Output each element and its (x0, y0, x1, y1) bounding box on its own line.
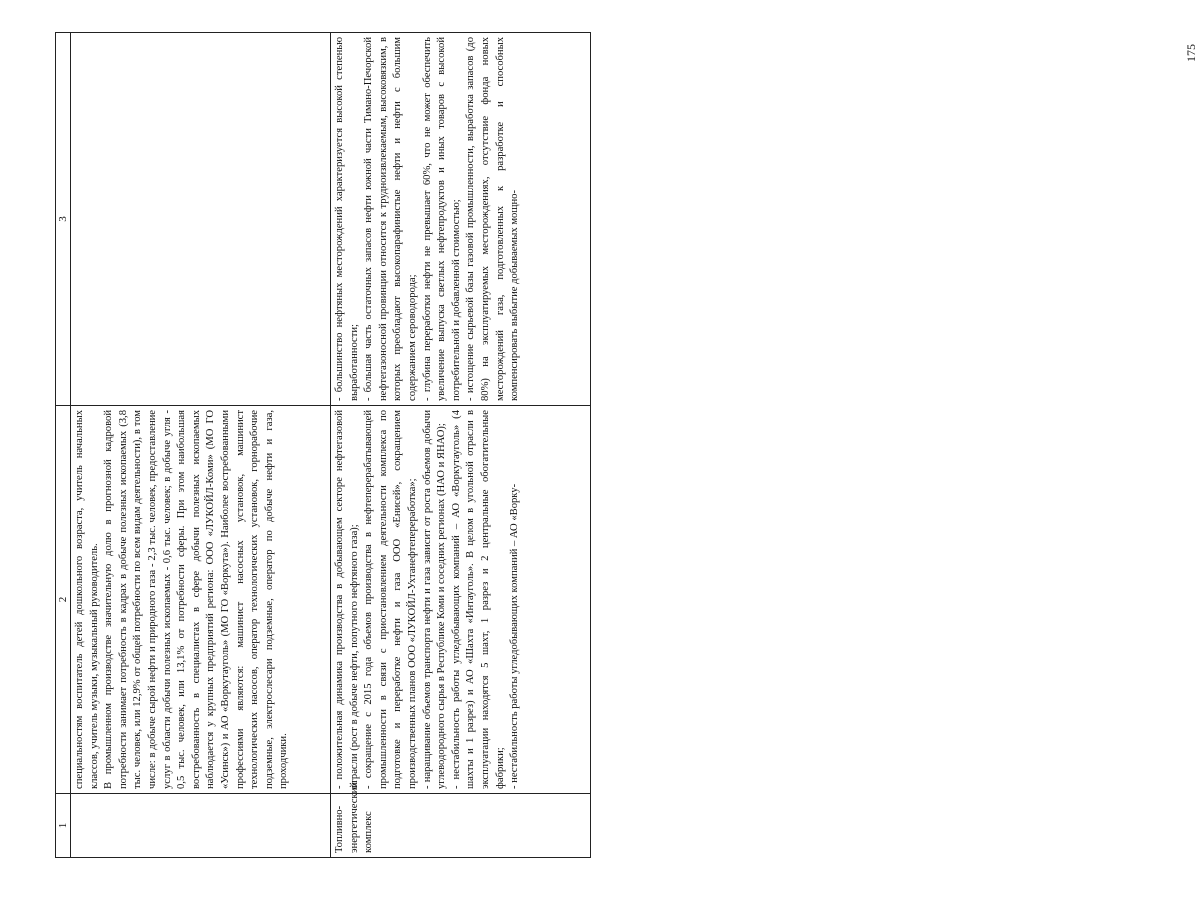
rotated-table-container (55, 33, 580, 858)
list-item: - нестабильность работы угледобывающих компаний – АО «Ворку- (509, 483, 521, 789)
list-item: - нестабильность работы угледобывающих компаний – АО «Воркутауголь» (4 шахты и 1 разрез) и АО «Шахта «Интауголь». В целом в угольной отрасли в эксплуатации находятся 5 шахт, 1 разрез и 2 центральные обогатительные фабрики; (450, 410, 506, 789)
table-row (331, 33, 591, 858)
list-item: - наращивание объемов транспорта нефти и газа зависит от роста объемов добычи углеводородного сырья в Республике Коми и соседних регионах (НАО и ЯНАО); (421, 410, 448, 789)
problems-cell (331, 33, 591, 406)
paragraph: специальностям воспитатель детей дошкольного возраста, учитель начальных классов, учитель музыки, музыкальный руководитель. (74, 410, 100, 789)
column-header: 1 (56, 794, 71, 858)
document-table (55, 32, 591, 858)
page-number: 175 (1184, 44, 1198, 62)
list-item: - большинство нефтяных месторождений характеризуется высокой степенью выработанности; (334, 37, 360, 401)
column-header: 3 (56, 33, 71, 406)
list-item: - глубина переработки нефти не превышает 60%, что не может обеспечить увеличение выпуска светлых нефтепродуктов и иных товаров с высокой потребительной и добавленной стоимостью; (421, 37, 462, 401)
list-item: - сокращение с 2015 года объемов производства в нефтеперерабатывающей промышленности в связи с приостановлением деятельности комплекса по подготовке и переработке нефти и газа ООО «Енисей», сокращением производственных планов ООО «ЛУКОЙЛ-Ухтанефтепереработка»; (363, 410, 418, 789)
sector-cell: Топливно-энергетический комплекс (331, 794, 591, 858)
factors-cell (71, 406, 331, 794)
list-item: - положительная динамика производства в добывающем секторе нефтегазовой отрасли (рост в добыче нефти, попутного нефтяного газа); (334, 410, 360, 789)
table-row (71, 33, 331, 858)
column-header: 2 (56, 406, 71, 794)
table-header-row (56, 33, 71, 858)
problems-cell (71, 33, 331, 406)
sector-cell (71, 794, 331, 858)
list-item: - большая часть остаточных запасов нефти южной части Тимано-Печорской нефтегазоносной провинции относится к трудноизвлекаемым, высоковязким, в которых преобладают высокопарафинистые нефти и нефти с большим содержанием сероводорода; (363, 37, 418, 401)
factors-cell (331, 406, 591, 794)
paragraph: В промышленном производстве значительную долю в прогнозной кадровой потребности занимает потребность в кадрах в добыче полезных ископаемых (3,8 тыс. человек, или 12,9% от общей потребности по всем видам деятельности), в том числе: в добыче сырой нефти и природного газа - 2,3 тыс. человек, предоставление услуг в области добычи полезных ископаемых - 0,6 тыс. человек; в добыче угля - 0,5 тыс. человек, или 13,1% от потребности сферы. При этом наибольшая востребованность в специалистах в сфере добычи полезных ископаемых наблюдается у крупных предприятий региона: ООО «ЛУКОЙЛ-Коми» (МО ГО «Усинск») и АО «Воркутауголь» (МО ГО «Воркута»). Наиболее востребованными профессиями являются: машинист насосных установок, машинист технологических насосов, оператор технологических установок, горнорабочие подземные, электрослесари подземные, оператор по добыче нефти и газа, проходчики. (103, 410, 290, 789)
page-number-container (592, 40, 1198, 80)
list-item: - истощение сырьевой базы газовой промышленности, выработка запасов (до 80%) на эксплуатируемых месторождениях, отсутствие фонда новых месторождений газа, подготовленных к разработке и способных компенсировать выбытие добываемых мощно- (465, 37, 521, 401)
